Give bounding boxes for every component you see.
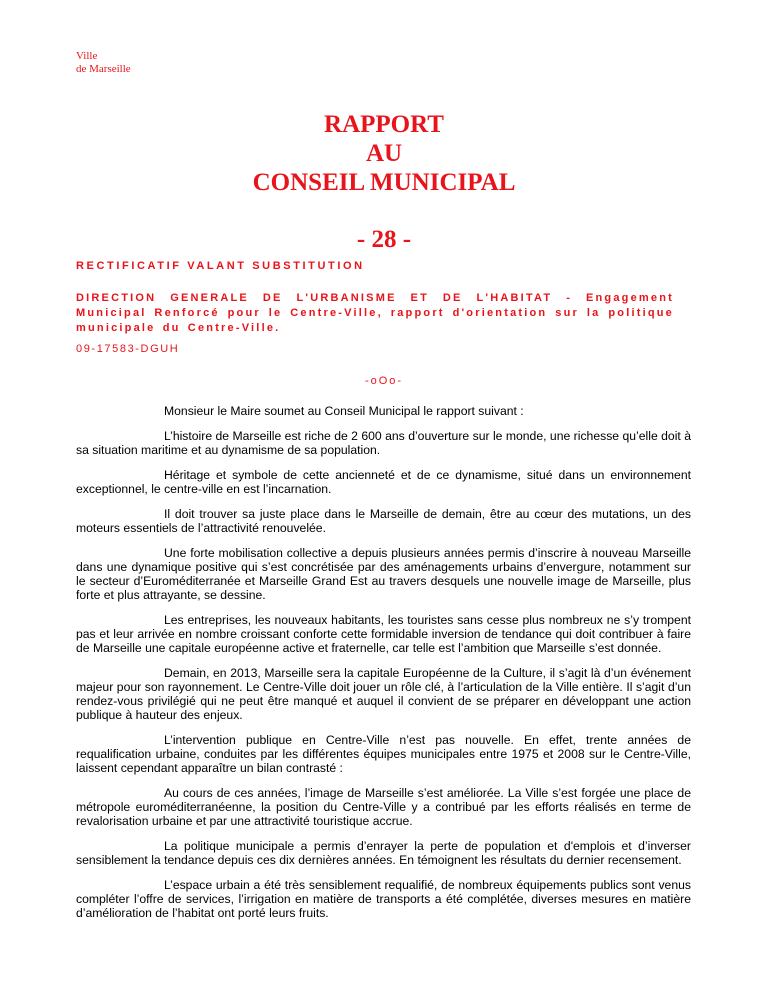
paragraph: Demain, en 2013, Marseille sera la capitale Européenne de la Culture, il s’agit là d’un événement majeur pour son rayonnement. Le Centre-Ville doit jouer un rôle clé, à l’articulation de la Ville entière. Il s’agit d’un rendez-vous privilégié qui ne peut être manqué et auquel il convient de se préparer en développant une action publique à hauteur des enjeux. bbox=[76, 666, 691, 722]
paragraph: Une forte mobilisation collective a depuis plusieurs années permis d’inscrire à nouveau Marseille dans une dynamique positive qui s’est concrétisée par des aménagements urbains d’envergure, notamment sur le secteur d’Euroméditerranée et Marseille Grand Est au travers desquels une nouvelle image de Marseille, plus forte et plus attrayante, se dessine. bbox=[76, 546, 691, 602]
org-line-1: Ville bbox=[76, 50, 98, 62]
org-line-2: de Marseille bbox=[76, 63, 131, 75]
paragraph: Héritage et symbole de cette ancienneté et de ce dynamisme, situé dans un environnement exceptionnel, le centre-ville en est l’incarnation. bbox=[76, 468, 691, 496]
title-line-3: CONSEIL MUNICIPAL bbox=[252, 169, 516, 196]
organization-header bbox=[76, 50, 131, 76]
rectificatif-heading: RECTIFICATIF VALANT SUBSTITUTION bbox=[76, 260, 365, 272]
direction-subject: DIRECTION GENERALE DE L'URBANISME ET DE L'HABITAT - Engagement Municipal Renforcé pour le Centre-Ville, rapport d'orientation sur la politique municipale du Centre-Ville. bbox=[76, 292, 674, 334]
report-reference: 09-17583-DGUH bbox=[76, 343, 180, 355]
report-number: - 28 - bbox=[356, 226, 412, 253]
paragraph: L’espace urbain a été très sensiblement requalifié, de nombreux équipements publics sont venus compléter l’offre de services, l’irrigation en matière de transports a été complétée, diverses mesures en matière d’amélioration de l’habitat ont porté leurs fruits. bbox=[76, 878, 691, 920]
page-title bbox=[0, 110, 768, 197]
paragraph: L’intervention publique en Centre-Ville n’est pas nouvelle. En effet, trente années de requalification urbaine, conduites par les différentes équipes municipales entre 1975 et 2008 sur le Centre-Ville, laissent cependant apparaître un bilan contrasté : bbox=[76, 733, 691, 775]
paragraph: Il doit trouver sa juste place dans le Marseille de demain, être au cœur des mutations, un des moteurs essentiels de l’attractivité renouvelée. bbox=[76, 507, 691, 535]
report-body bbox=[76, 404, 691, 931]
paragraph: La politique municipale a permis d’enrayer la perte de population et d'emplois et d’inverser sensiblement la tendance depuis ces dix dernières années. En témoignent les résultats du dernier recensement. bbox=[76, 839, 691, 867]
title-line-1: RAPPORT bbox=[324, 111, 444, 138]
paragraph: Au cours de ces années, l’image de Marseille s’est améliorée. La Ville s’est forgée une place de métropole euroméditerranéenne, la position du Centre-Ville y a contribué par les efforts réalisés en terme de revalorisation urbaine et par une attractivité touristique accrue. bbox=[76, 786, 691, 828]
paragraph: Les entreprises, les nouveaux habitants, les touristes sans cesse plus nombreux ne s’y trompent pas et leur arrivée en nombre croissant conforte cette formidable inversion de tendance qui doit contribuer à faire de Marseille une capitale européenne active et fraternelle, car telle est l’ambition que Marseille s’est donnée. bbox=[76, 613, 691, 655]
separator: -oOo- bbox=[364, 375, 404, 387]
title-line-2: AU bbox=[365, 140, 403, 167]
paragraph: L’histoire de Marseille est riche de 2 600 ans d’ouverture sur le monde, une richesse qu’elle doit à sa situation maritime et au dynamisme de sa population. bbox=[76, 429, 691, 457]
paragraph: Monsieur le Maire soumet au Conseil Municipal le rapport suivant : bbox=[164, 404, 524, 418]
